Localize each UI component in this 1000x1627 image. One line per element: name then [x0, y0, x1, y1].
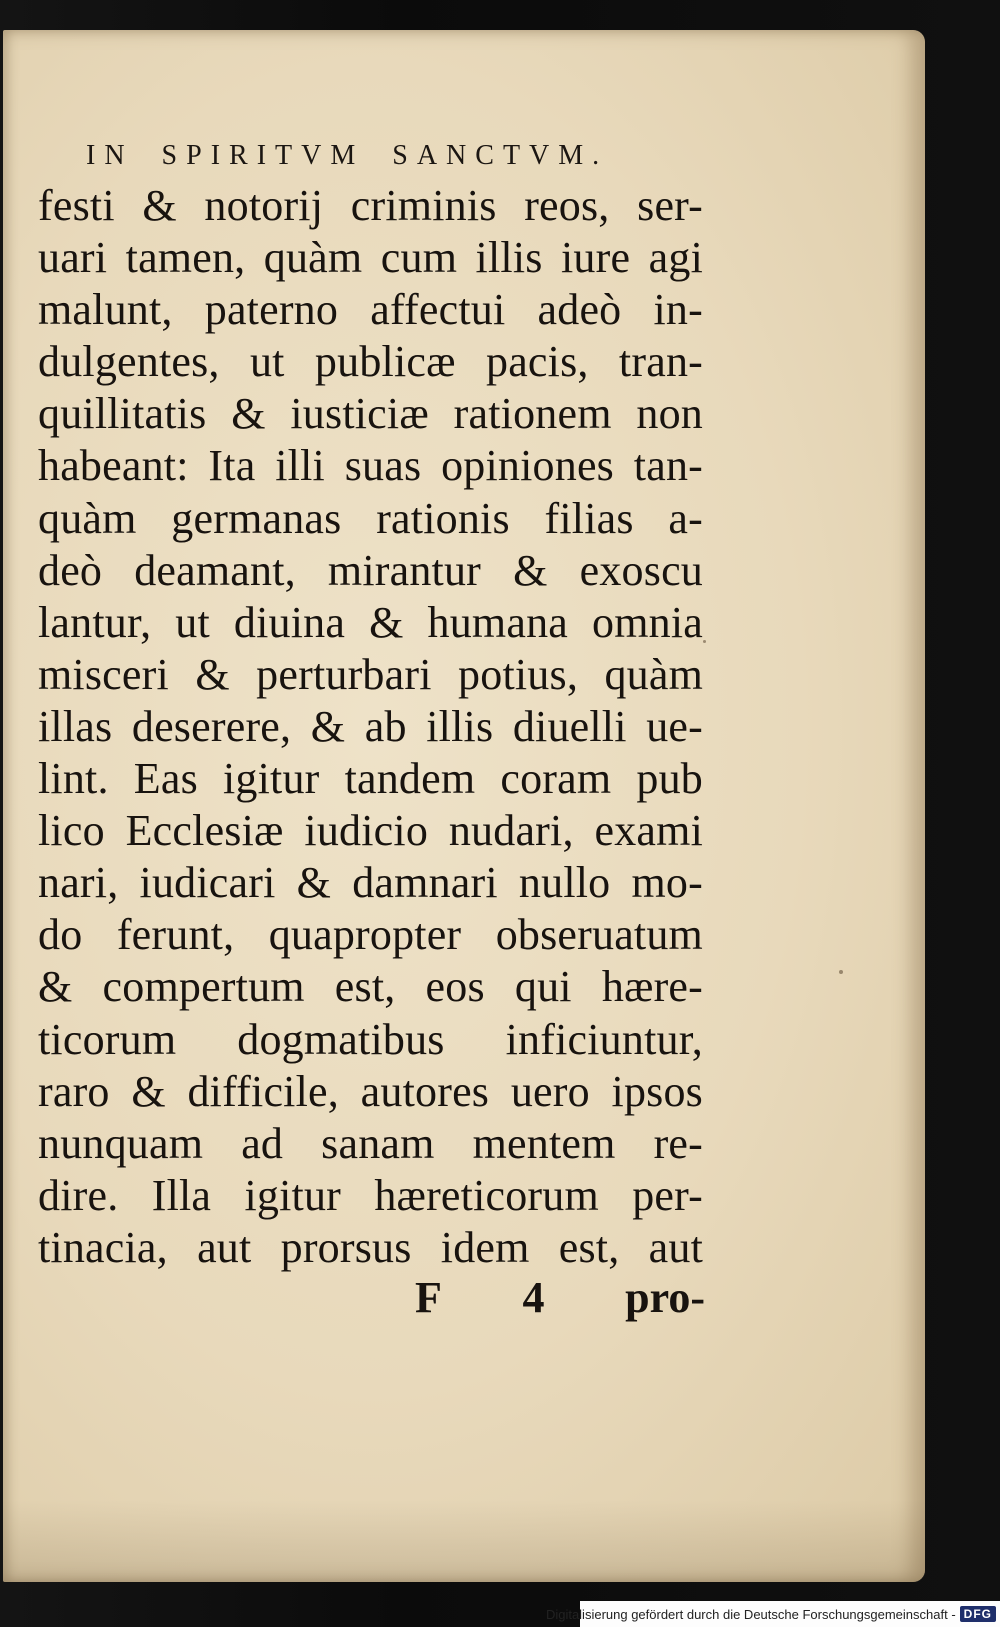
text-line: & compertum est, eos qui hære-: [38, 962, 703, 1012]
body-text: [38, 180, 703, 1274]
running-head-word: SANCTVM.: [392, 140, 609, 171]
text-line: nunquam ad sanam mentem re-: [38, 1118, 703, 1168]
text-line: misceri & perturbari potius, quàm: [38, 649, 703, 699]
catchword: pro-: [625, 1273, 705, 1322]
text-line: deò deamant, mirantur & exoscu: [38, 545, 703, 595]
digitization-footer: [545, 1601, 1000, 1627]
text-line: nari, iudicari & damnari nullo mo-: [38, 858, 703, 908]
dfg-logo-icon: DFG: [960, 1606, 996, 1622]
running-head-word: SPIRITVM: [161, 140, 365, 171]
text-line: lantur, ut diuina & humana omnia: [38, 597, 703, 647]
text-line: illas deserere, & ab illis diuelli ue-: [38, 701, 703, 751]
text-line: ticorum dogmatibus inficiuntur,: [38, 1014, 703, 1064]
running-head: [86, 140, 608, 172]
paper-speck: [703, 640, 706, 643]
text-line: tinacia, aut prorsus idem est, aut: [38, 1222, 703, 1272]
text-line: dulgentes, ut publicæ pacis, tran-: [38, 337, 703, 387]
text-line: quillitatis & iusticiæ rationem non: [38, 389, 703, 439]
text-line: raro & difficile, autores uero ipsos: [38, 1066, 703, 1116]
text-line: lico Ecclesiæ iudicio nudari, exami: [38, 806, 703, 856]
text-line: malunt, paterno affectui adeò in-: [38, 285, 703, 335]
text-line: do ferunt, quapropter obseruatum: [38, 910, 703, 960]
running-head-word: IN: [86, 140, 134, 171]
signature-number: 4: [522, 1273, 545, 1322]
text-line: quàm germanas rationis filias a-: [38, 493, 703, 543]
text-line: festi & notorij criminis reos, ser-: [38, 181, 703, 230]
signature-mark: F: [415, 1273, 442, 1322]
signature-line: [415, 1272, 705, 1323]
text-line: habeant: Ita illi suas opiniones tan-: [38, 441, 703, 491]
paper-speck: [839, 970, 843, 974]
text-line: uari tamen, quàm cum illis iure agi: [38, 233, 703, 283]
text-line: dire. Illa igitur hæreticorum per-: [38, 1170, 703, 1220]
text-line: lint. Eas igitur tandem coram pub: [38, 754, 703, 804]
page-bottom-shadow: [3, 1500, 925, 1582]
footer-credit: Digitalisierung gefördert durch die Deutsche Forschungsgemeinschaft -: [545, 1606, 956, 1622]
